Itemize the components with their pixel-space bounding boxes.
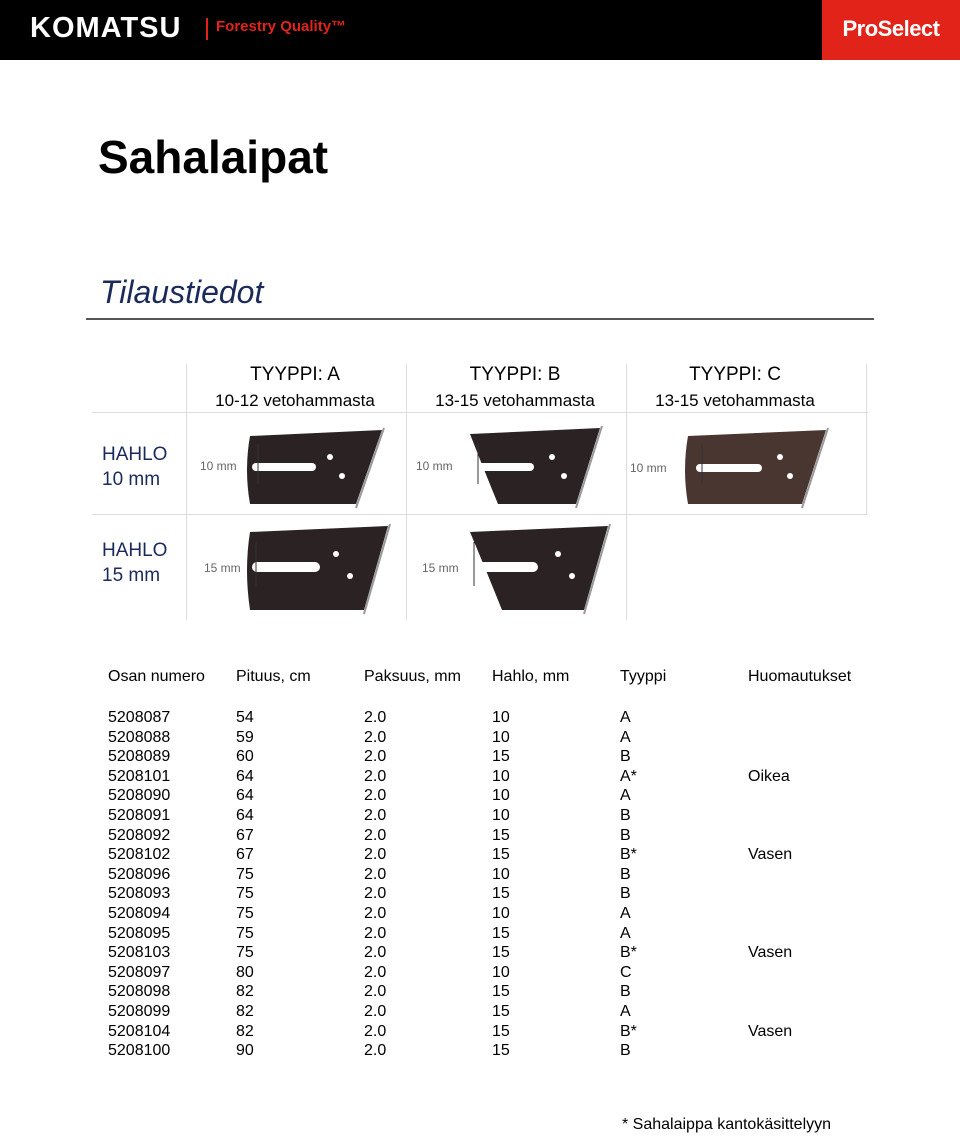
section-title: Tilaustiedot [100, 274, 264, 310]
guide-bar-a-15mm-image [200, 520, 400, 616]
cell-notes: Vasen [748, 1022, 793, 1040]
cell-type: B* [620, 1022, 637, 1040]
cell-length: 67 [236, 826, 254, 844]
cell-part-number: 5208093 [108, 885, 171, 903]
cell-part-number: 5208094 [108, 905, 171, 922]
cell-gauge: 10 [492, 865, 510, 883]
cell-thickness: 2.0 [364, 924, 387, 942]
cell-thickness: 2.0 [364, 885, 387, 903]
cell-gauge: 15 [492, 826, 510, 844]
cell-thickness: 2.0 [364, 807, 387, 824]
cell-notes: Vasen [748, 944, 793, 962]
cell-length: 80 [236, 963, 254, 981]
cell-thickness: 2.0 [364, 846, 387, 864]
cell-part-number: 5208099 [108, 1003, 171, 1020]
bar-size-label: 10 mm [200, 459, 237, 473]
table-header-type: Tyyppi [620, 668, 667, 685]
cell-length: 60 [236, 748, 254, 766]
table-header-gauge: Hahlo, mm [492, 668, 570, 685]
table-header-thickness: Paksuus, mm [364, 668, 461, 685]
header-divider [206, 18, 208, 40]
footnote: * Sahalaippa kantokäsittelyyn [622, 1116, 832, 1133]
cell-type: B* [620, 944, 637, 962]
table-row [0, 905, 960, 925]
cell-gauge: 10 [492, 728, 510, 746]
cell-gauge: 15 [492, 983, 510, 1001]
cell-part-number: 5208090 [108, 787, 171, 805]
cell-thickness: 2.0 [364, 944, 387, 962]
cell-type: B [620, 748, 631, 766]
cell-thickness: 2.0 [364, 983, 387, 1001]
grid-line [406, 364, 407, 620]
row-label-line2: 15 mm [102, 565, 161, 586]
cell-part-number: 5208089 [108, 748, 171, 766]
komatsu-logo: KOMATSU [30, 12, 182, 44]
table-row [0, 925, 960, 945]
row-label-line2: 10 mm [102, 469, 161, 490]
grid-line [186, 364, 187, 620]
table-row [0, 748, 960, 768]
cell-type: A [620, 728, 631, 746]
cell-gauge: 15 [492, 885, 510, 903]
cell-thickness: 2.0 [364, 865, 387, 883]
cell-type: B [620, 807, 631, 824]
cell-thickness: 2.0 [364, 748, 387, 766]
cell-gauge: 10 [492, 905, 510, 922]
cell-gauge: 10 [492, 807, 510, 824]
table-header-notes: Huomautukset [748, 668, 852, 685]
cell-part-number: 5208104 [108, 1022, 171, 1040]
cell-thickness: 2.0 [364, 963, 387, 981]
proselect-logo [822, 0, 960, 60]
cell-type: A [620, 924, 631, 942]
type-name: TYYPPI: B [469, 364, 561, 385]
cell-type: A [620, 1003, 631, 1020]
row-label-10mm [102, 442, 167, 492]
cell-length: 75 [236, 885, 254, 903]
cell-length: 90 [236, 1042, 254, 1060]
table-row [0, 885, 960, 905]
cell-type: A [620, 905, 631, 922]
cell-part-number: 5208098 [108, 983, 171, 1001]
type-header-b [410, 362, 620, 414]
cell-type: A* [620, 767, 637, 785]
cell-part-number: 5208087 [108, 709, 171, 726]
table-row [0, 827, 960, 847]
cell-gauge: 15 [492, 1003, 510, 1020]
table-header-length: Pituus, cm [236, 668, 311, 685]
cell-part-number: 5208102 [108, 846, 171, 864]
grid-line [92, 412, 868, 413]
section-divider [86, 318, 874, 320]
bar-size-label: 10 mm [630, 461, 667, 475]
cell-gauge: 10 [492, 709, 510, 726]
proselect-text: ProSelect [842, 16, 940, 41]
cell-part-number: 5208095 [108, 924, 171, 942]
table-row [0, 944, 960, 964]
guide-bar-b-15mm-image [420, 520, 620, 616]
table-row [0, 787, 960, 807]
cell-thickness: 2.0 [364, 1003, 387, 1020]
cell-gauge: 10 [492, 787, 510, 805]
cell-length: 59 [236, 728, 254, 746]
cell-gauge: 15 [492, 1042, 510, 1060]
type-desc: 13-15 vetohammasta [435, 391, 595, 410]
cell-type: B* [620, 846, 637, 864]
table-row [0, 1003, 960, 1023]
cell-length: 64 [236, 787, 254, 805]
cell-part-number: 5208103 [108, 944, 171, 962]
cell-length: 82 [236, 1003, 254, 1020]
cell-thickness: 2.0 [364, 1022, 387, 1040]
bar-size-label: 10 mm [416, 459, 453, 473]
cell-part-number: 5208096 [108, 865, 171, 883]
table-header-part-number: Osan numero [108, 668, 205, 685]
table-row [0, 964, 960, 984]
cell-gauge: 15 [492, 1022, 510, 1040]
cell-part-number: 5208097 [108, 963, 171, 981]
table-row [0, 866, 960, 886]
grid-line [92, 514, 868, 515]
page-title: Sahalaipat [98, 131, 329, 183]
type-desc: 13-15 vetohammasta [655, 391, 815, 410]
cell-gauge: 15 [492, 846, 510, 864]
cell-notes: Oikea [748, 767, 790, 785]
cell-length: 64 [236, 767, 254, 785]
header-bar [0, 0, 960, 60]
grid-line [866, 364, 867, 514]
cell-gauge: 15 [492, 748, 510, 766]
cell-length: 75 [236, 924, 254, 942]
type-header-a [190, 362, 400, 414]
table-row [0, 768, 960, 788]
type-name: TYYPPI: A [250, 364, 340, 385]
cell-type: A [620, 787, 631, 805]
guide-bar-a-10mm-image [196, 424, 396, 510]
cell-length: 75 [236, 905, 254, 922]
table-row [0, 846, 960, 866]
cell-length: 67 [236, 846, 254, 864]
cell-length: 82 [236, 1022, 254, 1040]
cell-part-number: 5208092 [108, 826, 171, 844]
cell-thickness: 2.0 [364, 826, 387, 844]
cell-length: 75 [236, 865, 254, 883]
bar-size-label: 15 mm [204, 561, 241, 575]
row-label-15mm [102, 538, 167, 588]
table-row [0, 983, 960, 1003]
cell-notes: Vasen [748, 846, 793, 864]
cell-part-number: 5208101 [108, 767, 171, 785]
cell-thickness: 2.0 [364, 767, 387, 785]
cell-part-number: 5208088 [108, 728, 171, 746]
row-label-line1: HAHLO [102, 540, 168, 561]
cell-type: B [620, 865, 631, 883]
bar-size-label: 15 mm [422, 561, 459, 575]
cell-type: B [620, 1042, 631, 1060]
cell-length: 75 [236, 944, 254, 962]
cell-length: 82 [236, 983, 254, 1001]
table-row [0, 807, 960, 827]
guide-bar-b-10mm-image [414, 424, 614, 510]
cell-gauge: 10 [492, 767, 510, 785]
cell-type: B [620, 983, 631, 1001]
cell-thickness: 2.0 [364, 905, 387, 922]
cell-gauge: 15 [492, 924, 510, 942]
cell-length: 54 [236, 709, 254, 726]
cell-part-number: 5208091 [108, 807, 171, 824]
cell-type: B [620, 885, 631, 903]
type-name: TYYPPI: C [689, 364, 781, 385]
table-row [0, 729, 960, 749]
table-row [0, 1023, 960, 1043]
type-desc: 10-12 vetohammasta [215, 391, 375, 410]
cell-part-number: 5208100 [108, 1042, 171, 1060]
cell-gauge: 15 [492, 944, 510, 962]
grid-line [626, 364, 627, 620]
cell-thickness: 2.0 [364, 709, 387, 726]
cell-thickness: 2.0 [364, 787, 387, 805]
cell-thickness: 2.0 [364, 728, 387, 746]
type-header-c [630, 362, 840, 414]
table-row [0, 709, 960, 729]
cell-type: B [620, 826, 631, 844]
guide-bar-c-10mm-image [630, 424, 860, 510]
cell-gauge: 10 [492, 963, 510, 981]
cell-length: 64 [236, 807, 254, 824]
cell-thickness: 2.0 [364, 1042, 387, 1060]
row-label-line1: HAHLO [102, 444, 168, 465]
table-row [0, 1042, 960, 1062]
header-tagline: Forestry Quality™ [216, 18, 347, 35]
cell-type: A [620, 709, 631, 726]
cell-type: C [620, 963, 632, 981]
